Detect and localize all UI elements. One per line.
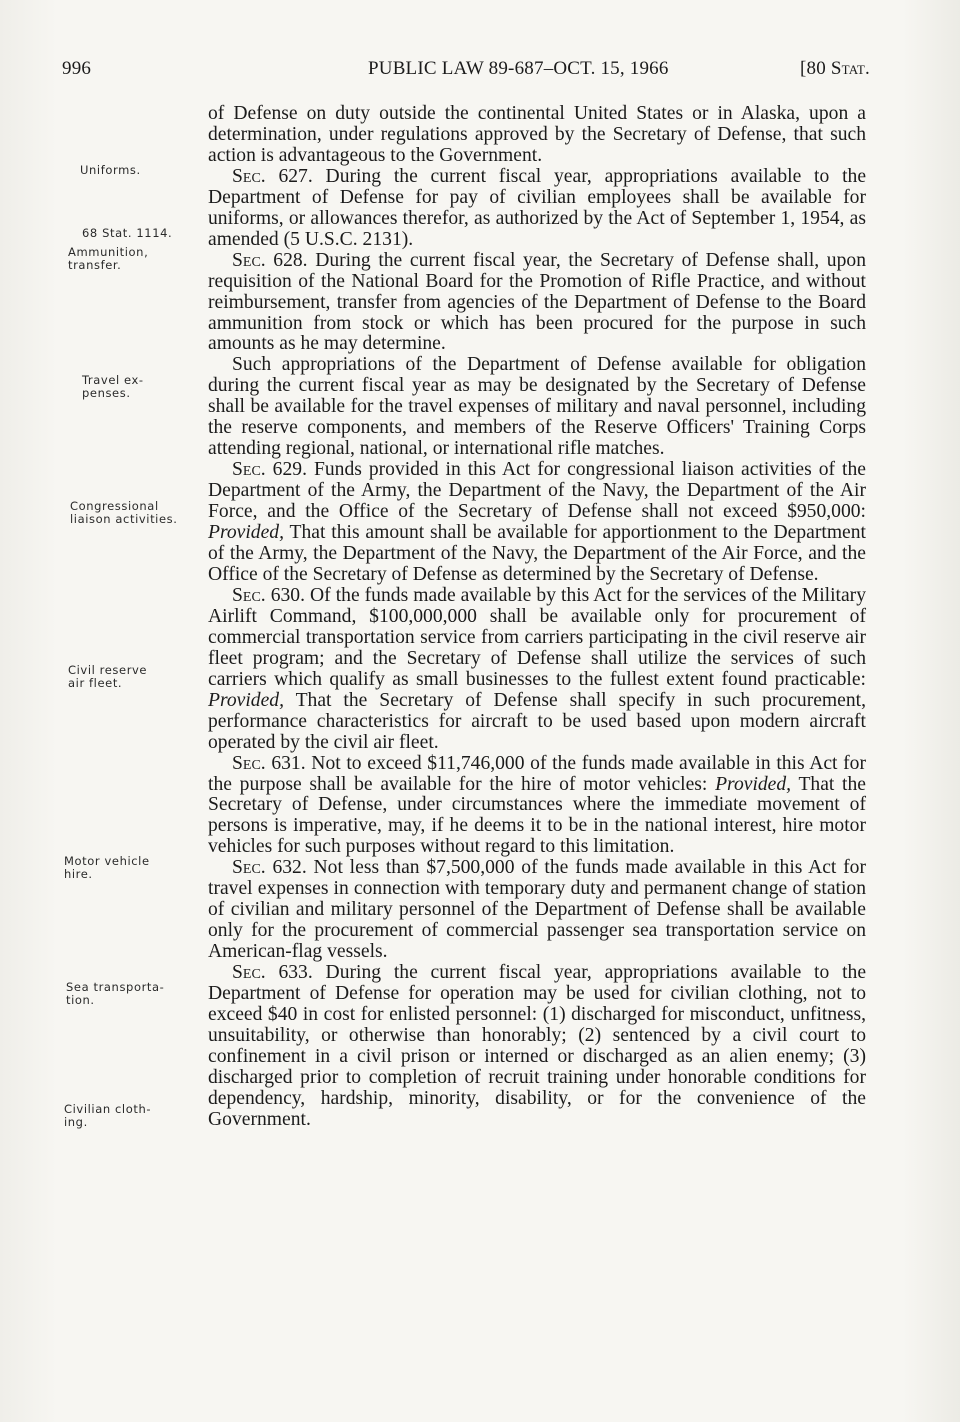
section-label: Sec. 628.: [232, 249, 308, 271]
paragraph-travel: Such appropriations of the Department of Defense available for obligation during the current fiscal year as may be designated by the Secretary of Defense shall be available for the travel expenses of military and naval personnel, including the reserve components, and members of the Reserve Officers' Training Corps attending regional, national, or international rifle matches.: [208, 354, 866, 460]
margin-note-uniforms: Uniforms.: [80, 163, 141, 177]
margin-note-civilian-clothing: Civilian cloth- ing.: [64, 1102, 152, 1129]
paragraph-continuation: of Defense on duty outside the continental United States or in Alaska, upon a determination, under regulations approved by the Secretary of Defense, that such action is advantageous to the Government.: [208, 103, 866, 166]
body-text: [208, 104, 866, 1131]
page-title: PUBLIC LAW 89-687–OCT. 15, 1966: [368, 58, 669, 79]
section-label: Sec. 632.: [232, 857, 307, 879]
section-628: Sec. 628. During the current fiscal year, the Secretary of Defense shall, upon requisition of the National Board for the Promotion of Rifle Practice, and without reimbursement, transfer from agencies of the Department of Defense to the Board ammunition from stock or which has been procured for the purpose in such amounts as he may determine.: [208, 249, 866, 355]
section-631: Sec. 631. Not to exceed $11,746,000 of the funds made available in this Act for the purpose shall be available for the hire of motor vehicles: Provided, That the Secretary of Defense, under circumstances where the immediate movement of persons is imperative, may, if he deems it to be in the national interest, hire motor vehicles for such purposes without regard to this limitation.: [208, 752, 867, 858]
section-630: Sec. 630. Of the funds made available by this Act for the services of the Military Airlift Command, $100,000,000 shall be available only for procurement of commercial transportation service from carriers participating in the civil reserve air fleet program; and the Secretary of Defense shall utilize the services of such carriers which qualify as small businesses to the fullest extent found practicable: Provided, That the Secretary of Defense shall specify in such procurement, performance characteristics for aircraft to be used based upon modern aircraft operated by the civil air fleet.: [208, 584, 866, 753]
section-label: Sec. 629.: [232, 459, 307, 481]
section-label: Sec. 633.: [232, 962, 313, 984]
section-label: Sec. 631.: [232, 752, 306, 774]
margin-note-motor-vehicle: Motor vehicle hire.: [64, 854, 150, 881]
page-number: 996: [62, 58, 92, 79]
section-629: Sec. 629. Funds provided in this Act for congressional liaison activities of the Department of the Army, the Department of the Navy, the Department of the Air Force, and the Office of the Secretary of Defense shall not exceed $950,000: Provided, That this amount shall be available for apportionment to the Department of the Army, the Department of the Navy, the Department of the Air Force, and the Office of the Secretary of Defense as determined by the Secretary of Defense.: [208, 459, 866, 585]
margin-note-travel: Travel ex- penses.: [82, 373, 144, 400]
section-627: Sec. 627. During the current fiscal year, appropriations available to the Department of Defense for pay of civilian employees shall be available for uniforms, or allowances therefor, as authorized by the Act of September 1, 1954, as amended (5 U.S.C. 2131).: [208, 165, 867, 250]
margin-notes: [58, 0, 208, 1422]
margin-note-civil-reserve: Civil reserve air fleet.: [68, 663, 148, 690]
section-632: Sec. 632. Not less than $7,500,000 of the funds made available in this Act for travel expenses in connection with temporary duty and permanent change of station of civilian and military personnel of the Department of Defense shall be available only for the procurement of commercial passenger sea transportation service on American-flag vessels.: [208, 857, 866, 963]
margin-note-ammunition: Ammunition, transfer.: [68, 245, 149, 272]
section-633: Sec. 633. During the current fiscal year, appropriations available to the Department of Defense for operation may be used for civilian clothing, not to exceed $40 in cost for enlisted personnel: (1) discharged for misconduct, unfitness, unsuitability, or otherwise than honorably; (2) sentenced by a civil court to confinement in a civil prison or interned or discharged as an alien enemy; (3) discharged prior to completion of recruit training under honorable conditions for dependency, hardship, minority, disability, or for the convenience of the Government.: [208, 962, 867, 1130]
section-label: Sec. 627.: [232, 165, 313, 187]
margin-note-stat-ref: 68 Stat. 1114.: [82, 226, 173, 240]
section-label: Sec. 630.: [232, 584, 305, 606]
margin-note-sea-transportation: Sea transporta- tion.: [66, 980, 165, 1007]
statute-reference: [80 Stat.: [800, 58, 870, 79]
margin-note-congressional: Congressional liaison activities.: [70, 499, 178, 526]
